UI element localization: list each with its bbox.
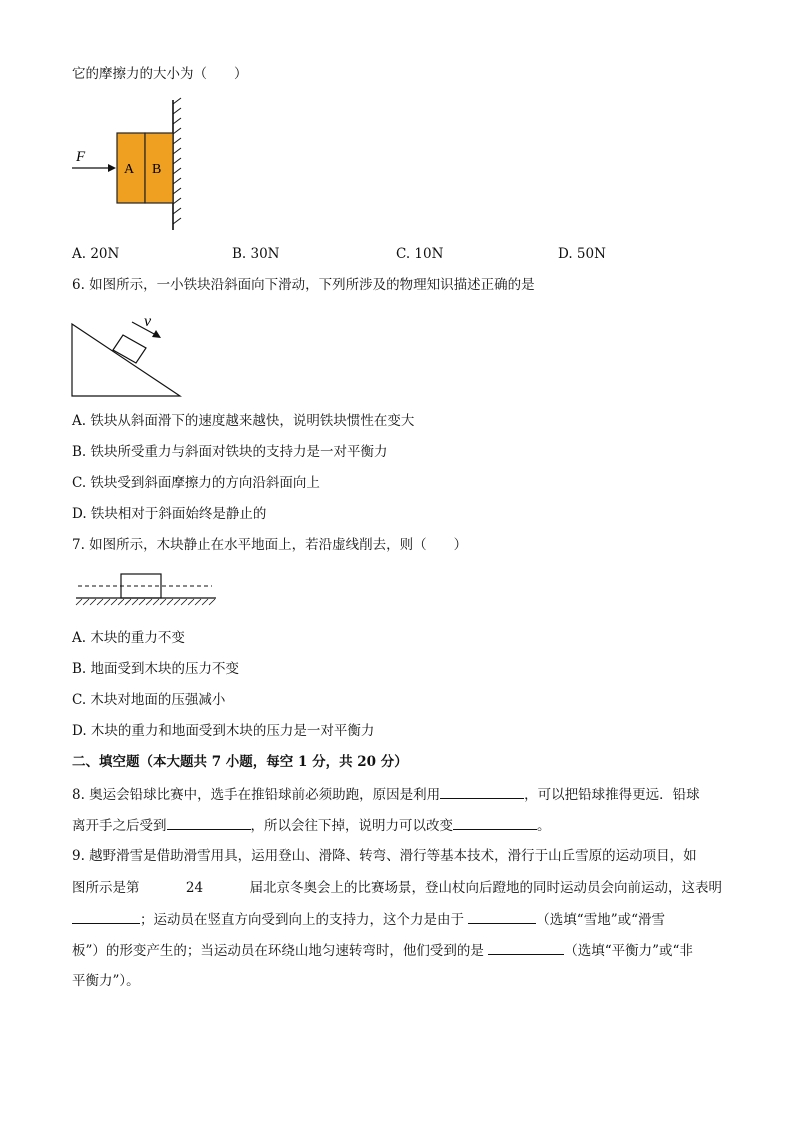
iron-block [113, 335, 146, 363]
wall-hatching [173, 98, 181, 224]
q9-line2-c: 届北京冬奥会上的比赛场景，登山杖向后蹬地的同时运动员会向前运动，这表明 [249, 880, 722, 896]
q7-stem: 7. 如图所示，木块静止在水平地面上，若沿虚线削去，则（ ） [72, 537, 468, 553]
q9-line5: 平衡力”）。 [72, 973, 140, 989]
force-arrowhead [108, 164, 116, 172]
q9-blank-3[interactable] [488, 940, 564, 955]
q8-line2-a: 离开手之后受到 [72, 818, 167, 834]
q9-line4-a: 板”）的形变产生的；当运动员在环绕山地匀速转弯时，他们受到的是 [72, 943, 484, 959]
q9-blank-1[interactable] [72, 909, 140, 924]
q8-line2-c: 。 [537, 818, 551, 834]
q6-option-b: B. 铁块所受重力与斜面对铁块的支持力是一对平衡力 [72, 444, 388, 460]
q8-blank-3[interactable] [453, 815, 537, 830]
q5-stem-tail: 它的摩擦力的大小为（ ） [72, 66, 248, 82]
q6-option-c: C. 铁块受到斜面摩擦力的方向沿斜面向上 [72, 475, 320, 491]
q9-line3 [72, 909, 665, 930]
q5-option-b: B. 30N [232, 246, 280, 262]
q6-figure [70, 308, 185, 400]
q8-line2 [72, 815, 551, 836]
q9-line4 [72, 940, 693, 961]
q8-line1-a: 8. 奥运会铅球比赛中，选手在推铅球前必须助跑，原因是利用 [72, 787, 441, 803]
q6-stem: 6. 如图所示，一小铁块沿斜面向下滑动，下列所涉及的物理知识描述正确的是 [72, 277, 535, 293]
q9-line2-b: 24 [185, 880, 204, 896]
q5-option-a: A. 20N [72, 246, 120, 262]
section2-heading: 二、填空题（本大题共 7 小题，每空 1 分，共 20 分） [72, 754, 408, 770]
q7-option-c: C. 木块对地面的压强减小 [72, 692, 226, 708]
q9-line3-a: ；运动员在竖直方向受到向上的支持力，这个力是由于 [140, 912, 464, 928]
q9-line1: 9. 越野滑雪是借助滑雪用具，运用登山、滑降、转弯、滑行等基本技术，滑行于山丘雪原的运动项目，如 [72, 848, 697, 864]
q8-line1 [72, 784, 700, 805]
q5-option-d: D. 50N [558, 246, 606, 262]
block-a-label: A [124, 162, 135, 177]
q7-option-a: A. 木块的重力不变 [72, 630, 185, 646]
velocity-label: v [144, 313, 152, 330]
q6-option-a: A. 铁块从斜面滑下的速度越来越快，说明铁块惯性在变大 [72, 413, 415, 429]
q9-line3-b: （选填“雪地”或“滑雪 [536, 912, 666, 928]
q9-line2-a: 图所示是第 [72, 880, 140, 896]
q8-blank-2[interactable] [167, 815, 251, 830]
q7-option-d: D. 木块的重力和地面受到木块的压力是一对平衡力 [72, 723, 375, 739]
q6-option-d: D. 铁块相对于斜面始终是静止的 [72, 506, 267, 522]
q7-figure [74, 572, 219, 612]
q9-blank-2[interactable] [468, 909, 536, 924]
block-b-label: B [152, 162, 162, 177]
q8-line1-b: ，可以把铅球推得更远．铅球 [524, 787, 700, 803]
q8-line2-b: ，所以会往下掉，说明力可以改变 [250, 818, 453, 834]
q5-option-c: C. 10N [396, 246, 444, 262]
force-label: F [76, 149, 86, 165]
ground-hatching [76, 599, 215, 605]
incline-triangle [72, 324, 180, 396]
q7-option-b: B. 地面受到木块的压力不变 [72, 661, 240, 677]
q9-line2 [72, 878, 722, 898]
q9-line4-b: （选填“平衡力”或“非 [564, 943, 693, 959]
q8-blank-1[interactable] [440, 784, 524, 799]
q5-figure [70, 98, 200, 233]
